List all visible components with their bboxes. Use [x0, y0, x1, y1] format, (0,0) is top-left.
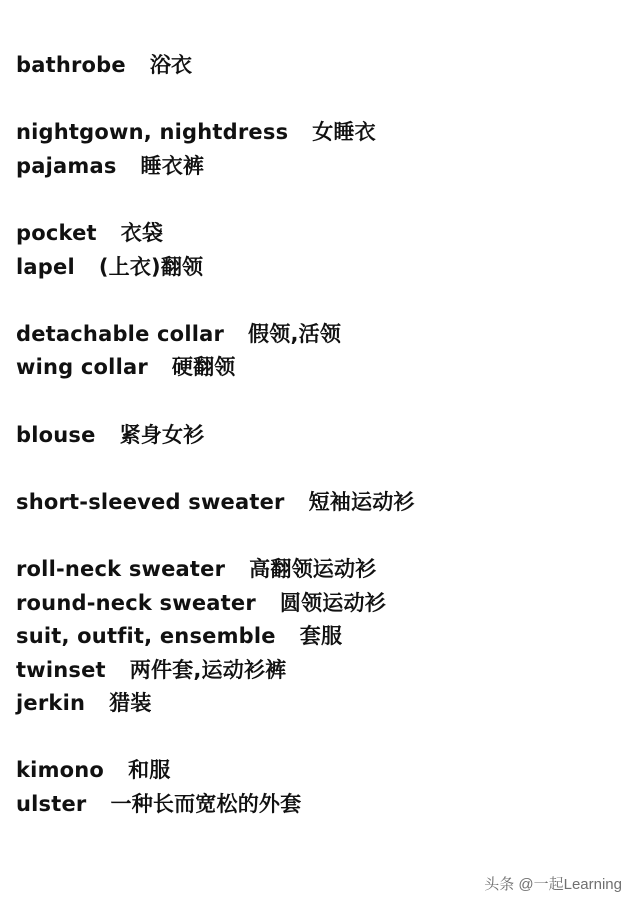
chinese-translation: 猎装 — [109, 691, 152, 716]
chinese-translation: 紧身女衫 — [119, 422, 205, 447]
english-term: pajamas — [16, 153, 117, 178]
vocab-entry — [16, 217, 626, 251]
chinese-translation: 高翻领运动衫 — [249, 556, 377, 581]
blank-line — [16, 284, 626, 318]
chinese-translation: 睡衣裤 — [140, 153, 205, 178]
vocab-entry — [16, 620, 626, 654]
english-term: roll-neck sweater — [16, 556, 226, 581]
chinese-translation: 圆领运动衫 — [279, 590, 386, 615]
chinese-translation: 衣袋 — [120, 220, 164, 245]
blank-line — [16, 721, 626, 755]
vocab-entry — [16, 150, 626, 184]
vocab-entry — [16, 116, 626, 150]
chinese-translation: 短袖运动衫 — [308, 489, 415, 514]
vocab-entry — [16, 687, 626, 721]
vocab-entry — [16, 788, 626, 822]
blank-line — [16, 183, 626, 217]
english-term: round-neck sweater — [16, 590, 256, 615]
watermark: 头条 @一起Learning — [484, 876, 622, 893]
chinese-translation: 两件套,运动衫裤 — [129, 657, 287, 682]
english-term: detachable collar — [16, 321, 225, 346]
vocab-entry — [16, 754, 626, 788]
vocab-entry — [16, 251, 626, 285]
english-term: suit, outfit, ensemble — [16, 624, 276, 649]
vocab-entry — [16, 351, 626, 385]
chinese-translation: 一种长而宽松的外套 — [110, 792, 302, 817]
english-term: twinset — [16, 657, 106, 682]
chinese-translation: 假领,活领 — [248, 321, 342, 346]
english-term: bathrobe — [16, 53, 126, 77]
chinese-translation: 女睡衣 — [312, 120, 376, 145]
blank-line — [16, 452, 626, 486]
english-term: jerkin — [16, 691, 86, 716]
chinese-translation: 浴衣 — [149, 53, 193, 77]
vocabulary-list — [16, 49, 626, 822]
english-term: kimono — [16, 758, 105, 783]
blank-line — [16, 519, 626, 553]
vocab-entry — [16, 49, 626, 83]
chinese-translation: 套服 — [299, 624, 343, 649]
blank-line — [16, 385, 626, 419]
english-term: nightgown, nightdress — [16, 120, 289, 145]
vocab-entry — [16, 553, 626, 587]
vocab-entry — [16, 419, 626, 453]
english-term: lapel — [16, 254, 75, 279]
vocab-entry — [16, 486, 626, 520]
chinese-translation: 硬翻领 — [171, 355, 236, 380]
english-term: pocket — [16, 220, 97, 245]
english-term: blouse — [16, 422, 96, 447]
vocab-entry — [16, 318, 626, 352]
vocab-entry — [16, 654, 626, 688]
english-term: short-sleeved sweater — [16, 489, 285, 514]
english-term: wing collar — [16, 355, 148, 380]
chinese-translation: (上衣)翻领 — [98, 254, 204, 279]
chinese-translation: 和服 — [128, 758, 171, 783]
vocab-entry — [16, 587, 626, 621]
blank-line — [16, 83, 626, 117]
english-term: ulster — [16, 792, 87, 817]
